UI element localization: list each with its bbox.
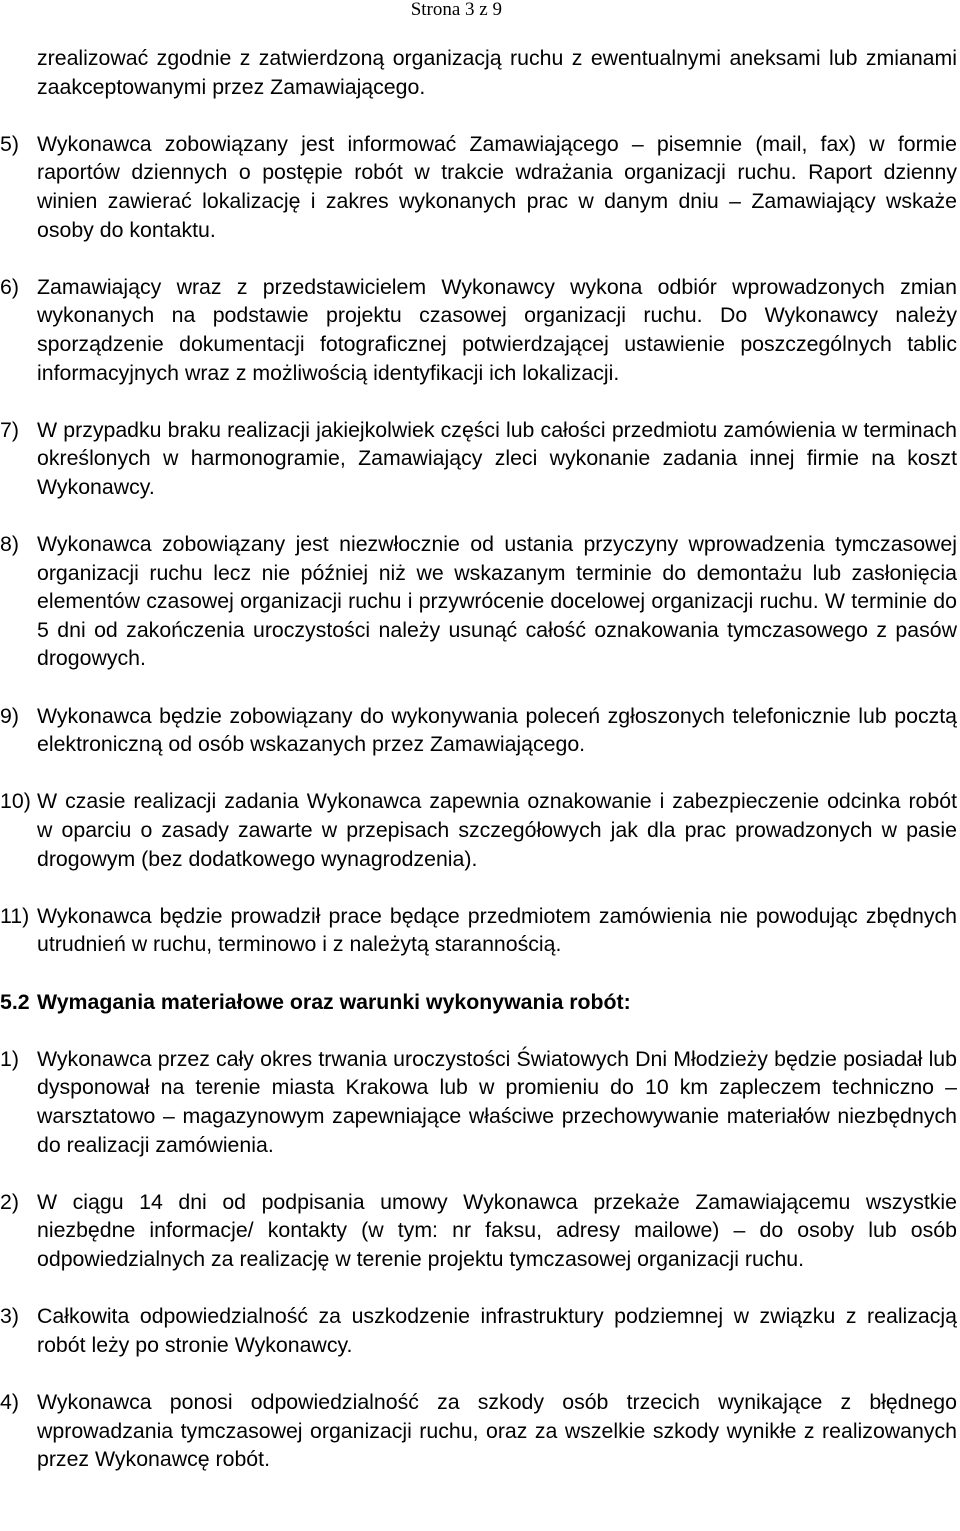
list-item-text: Wykonawca przez cały okres trwania uroczystości Światowych Dni Młodzieży będzie posiadał lub dysponował na terenie miasta Krakowa lub w promieniu do 10 km zapleczem techniczno – warsztatowo – magazynowym zapewniające właściwe przechowywanie materiałów niezbędnych do realizacji zamówienia.	[37, 1046, 957, 1157]
list-item-number: 7)	[0, 417, 19, 442]
list-item-5	[0, 130, 957, 244]
list-item-text: Wykonawca zobowiązany jest niezwłocznie od ustania przyczyny wprowadzenia tymczasowej organizacji ruchu lecz nie później niż we wskazanym terminie do demontażu lub zasłonięcia elementów czasowej organizacji ruchu i przywrócenie docelowej organizacji ruchu. W terminie do 5 dni od zakończenia uroczystości należy usunąć całość oznakowania tymczasowego z pasów drogowych.	[37, 532, 957, 671]
list-item-9	[0, 702, 957, 759]
requirement-item-3	[0, 1302, 957, 1359]
document-body	[0, 44, 957, 1502]
list-item-number: 6)	[0, 274, 19, 299]
list-item-number: 3)	[0, 1304, 19, 1329]
list-item-number: 4)	[0, 1389, 19, 1414]
section-number: 5.2	[0, 989, 30, 1014]
list-item-text: W czasie realizacji zadania Wykonawca zapewnia oznakowanie i zabezpieczenie odcinka robót w oparciu o zasady zawarte w przepisach szczegółowych jak dla prac prowadzonych w pasie drogowym (bez dodatkowego wynagrodzenia).	[37, 789, 957, 871]
list-item-text: Wykonawca będzie prowadził prace będące przedmiotem zamówienia nie powodując zbędnych utrudnień w ruchu, terminowo i z należytą starannością.	[37, 903, 957, 957]
page-number-header: Strona 3 z 9	[410, 0, 502, 20]
list-item-number: 1)	[0, 1046, 19, 1071]
requirement-item-1	[0, 1045, 957, 1159]
list-item-text: W ciągu 14 dni od podpisania umowy Wykonawca przekaże Zamawiającemu wszystkie niezbędne informacje/ kontakty (w tym: nr faksu, adresy mailowe) – do osoby lub osób odpowiedzialnych za realizację w terenie projektu tymczasowej organizacji ruchu.	[37, 1189, 957, 1271]
list-item-text: Wykonawca będzie zobowiązany do wykonywania poleceń zgłoszonych telefonicznie lub pocztą elektroniczną od osób wskazanych przez Zamawiającego.	[37, 703, 957, 757]
list-item-number: 11)	[0, 903, 30, 928]
list-item-11	[0, 902, 957, 959]
section-title: Wymagania materiałowe oraz warunki wykonywania robót:	[37, 989, 631, 1014]
list-item-text: Całkowita odpowiedzialność za uszkodzenie infrastruktury podziemnej w związku z realizacją robót leży po stronie Wykonawcy.	[37, 1304, 957, 1357]
requirement-item-2	[0, 1188, 957, 1274]
list-item-number: 2)	[0, 1189, 19, 1214]
section-heading	[0, 988, 957, 1017]
list-item-8	[0, 530, 957, 673]
list-item-number: 10)	[0, 789, 31, 814]
list-item-6	[0, 273, 957, 387]
list-item-number: 8)	[0, 532, 19, 557]
list-item-number: 5)	[0, 131, 19, 156]
list-item-7	[0, 416, 957, 502]
list-item-text: Zamawiający wraz z przedstawicielem Wykonawcy wykona odbiór wprowadzonych zmian wykonanych na podstawie projektu czasowej organizacji ruchu. Do Wykonawcy należy sporządzenie dokumentacji fotograficznej potwierdzającej ustawienie poszczególnych tablic informacyjnych wraz z możliwością identyfikacji ich lokalizacji.	[37, 274, 957, 385]
list-item-text: Wykonawca zobowiązany jest informować Zamawiającego – pisemnie (mail, fax) w formie raportów dziennych o postępie robót w trakcie wdrażania organizacji ruchu. Raport dzienny winien zawierać lokalizację i zakres wykonanych prac w danym dniu – Zamawiający wskaże osoby do kontaktu.	[37, 131, 957, 242]
list-item-text: Wykonawca ponosi odpowiedzialność za szkody osób trzecich wynikające z błędnego wprowadzania tymczasowej organizacji ruchu, oraz za wszelkie szkody wynikłe z realizowanych przez Wykonawcę robót.	[37, 1389, 957, 1472]
requirement-item-4	[0, 1388, 957, 1474]
list-item-number: 9)	[0, 703, 19, 728]
intro-paragraph: zrealizować zgodnie z zatwierdzoną organizacją ruchu z ewentualnymi aneksami lub zmianami zaakceptowanymi przez Zamawiającego.	[37, 46, 957, 99]
list-item-10	[0, 787, 957, 873]
list-item-text: W przypadku braku realizacji jakiejkolwiek części lub całości przedmiotu zamówienia w terminach określonych w harmonogramie, Zamawiający zleci wykonanie zadania innej firmie na koszt Wykonawcy.	[37, 417, 957, 499]
